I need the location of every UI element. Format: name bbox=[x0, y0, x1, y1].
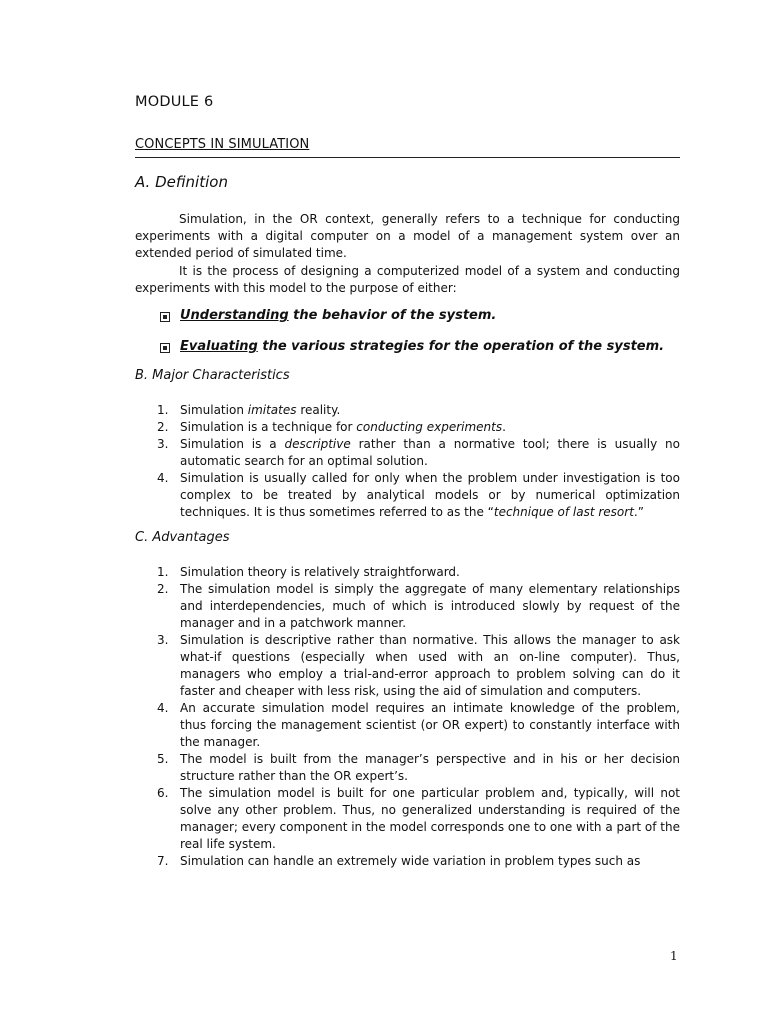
advantages-list bbox=[135, 564, 680, 870]
heading-major-characteristics: B. Major Characteristics bbox=[135, 368, 290, 383]
list-item: 6. The simulation model is built for one particular problem and, typically, will not solve any other problem. Thus, no generalized understanding is required of the manager; every component in the model corresponds one to one with a part of the real life system. bbox=[157, 786, 680, 851]
checkbox-bullet-icon bbox=[160, 312, 170, 322]
list-item: 2. The simulation model is simply the aggregate of many elementary relationships and interdependencies, much of which is introduced slowly by request of the manager and in a patchwork manner. bbox=[157, 582, 680, 630]
definition-paragraph-2: It is the process of designing a computerized model of a system and conducting experiments with this model to the purpose of either: bbox=[135, 264, 680, 295]
bullet-text: the various strategies for the operation of the system. bbox=[257, 339, 665, 354]
title-divider bbox=[135, 157, 680, 158]
list-item: 5. The model is built from the manager’s perspective and in his or her decision structure rather than the OR expert’s. bbox=[157, 752, 680, 783]
list-item: 3. Simulation is descriptive rather than normative. This allows the manager to ask what-if questions (especially when used with an on-line computer). Thus, managers who employ a trial-and-error approach to problem solving can do it faster and cheaper with less risk, using the aid of simulation and computers. bbox=[157, 633, 680, 698]
list-item: 1. Simulation imitates reality. bbox=[157, 403, 341, 417]
checkbox-bullet-icon bbox=[160, 343, 170, 353]
section-title: CONCEPTS IN SIMULATION bbox=[135, 137, 310, 152]
bullet-keyword: Evaluating bbox=[180, 339, 258, 354]
list-item: 2. Simulation is a technique for conducting experiments. bbox=[157, 420, 506, 434]
page-number: 1 bbox=[670, 949, 678, 963]
module-title: MODULE 6 bbox=[135, 94, 214, 110]
bullet-keyword: Understanding bbox=[180, 308, 289, 323]
heading-advantages: C. Advantages bbox=[135, 530, 230, 545]
characteristics-list bbox=[135, 402, 680, 521]
list-item: 4. An accurate simulation model requires an intimate knowledge of the problem, thus forcing the management scientist (or OR expert) to constantly interface with the manager. bbox=[157, 701, 680, 749]
definition-paragraph-1: Simulation, in the OR context, generally refers to a technique for conducting experiments with a digital computer on a model of a management system over an extended period of simulated time. bbox=[135, 212, 680, 260]
list-item: 1. Simulation theory is relatively straightforward. bbox=[157, 565, 460, 579]
list-item: 7. Simulation can handle an extremely wide variation in problem types such as bbox=[157, 854, 641, 868]
list-item: 4. Simulation is usually called for only when the problem under investigation is too complex to be treated by analytical models or by numerical optimization techniques. It is thus sometimes referred to as the “technique of last resort.” bbox=[157, 471, 680, 519]
list-item: 3. Simulation is a descriptive rather than a normative tool; there is usually no automatic search for an optimal solution. bbox=[157, 437, 681, 468]
bullet-text: the behavior of the system. bbox=[288, 308, 497, 323]
heading-definition: A. Definition bbox=[135, 173, 228, 191]
